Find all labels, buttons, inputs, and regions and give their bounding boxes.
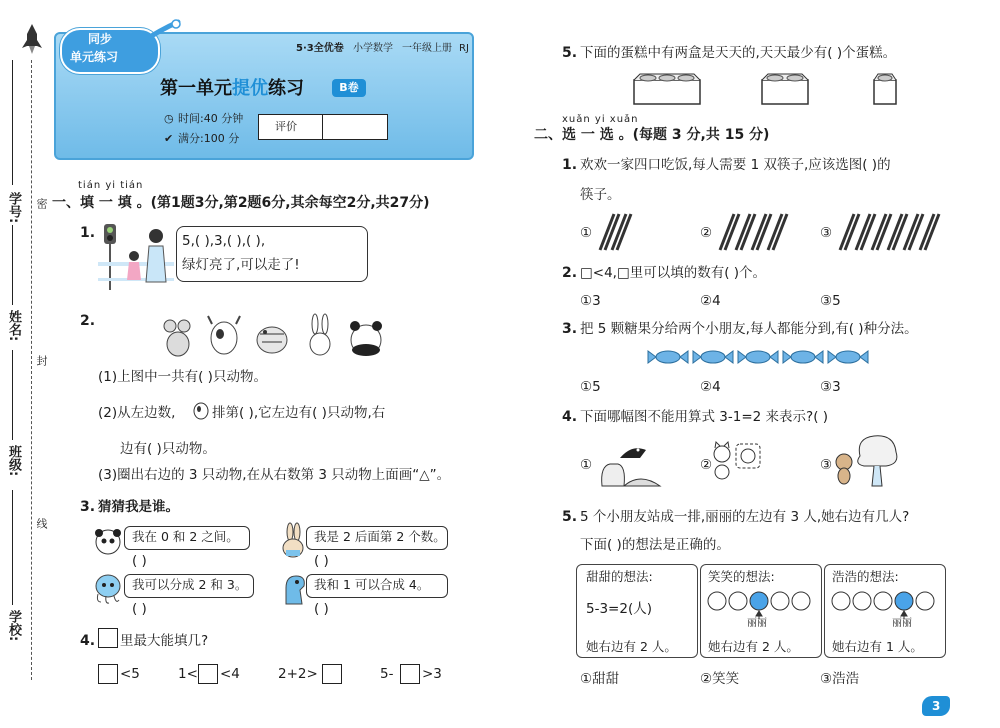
q3-answer-3[interactable]: ( )	[132, 601, 147, 617]
panda-small-icon	[94, 528, 122, 556]
eval-input[interactable]	[324, 115, 386, 139]
t3-title: 浩浩的想法:	[832, 569, 899, 584]
student-no-field[interactable]	[12, 60, 14, 185]
s5-number: 5.	[562, 509, 578, 525]
mouse-icon	[164, 320, 190, 356]
school-field[interactable]	[12, 490, 14, 605]
q4-expr-1: <5	[120, 666, 140, 682]
student-no-label: 学号:	[6, 192, 21, 224]
clock-icon: ◷	[164, 112, 174, 125]
q4-expr-2a: 1<	[178, 666, 198, 682]
s3-option-3[interactable]: ③3	[820, 379, 841, 395]
t3-label: 丽丽	[892, 618, 912, 629]
seal-mark: 封	[35, 355, 48, 366]
cake-box-3-icon	[632, 72, 702, 106]
s3-number: 3.	[562, 321, 578, 337]
dinosaur-icon	[280, 572, 308, 606]
q2-part2-rest[interactable]: 排第( ),它左边有( )只动物,右	[212, 405, 386, 421]
cake-box-1-icon	[872, 72, 898, 106]
cake-box-2-icon	[760, 72, 810, 106]
q4-box-4[interactable]	[400, 664, 420, 684]
s2-option-1[interactable]: ①3	[580, 293, 601, 309]
section2-pinyin: xuǎn yi xuǎn	[562, 114, 639, 125]
chopsticks-4pair-icon	[716, 212, 792, 252]
q1-sequence[interactable]: 5,( ),3,( ),( ),	[182, 233, 266, 249]
q4-box-1[interactable]	[98, 664, 118, 684]
title-highlight: 提优	[232, 78, 268, 99]
q1-speech: 绿灯亮了,可以走了!	[182, 257, 300, 273]
q4-number: 4.	[80, 633, 96, 649]
s1-number: 1.	[562, 157, 578, 173]
traffic-scene-illustration	[96, 222, 176, 294]
cats-illustration	[712, 440, 764, 480]
t2-title: 笑笑的想法:	[708, 569, 775, 584]
q4-box-3[interactable]	[322, 664, 342, 684]
s4-option-3[interactable]: ③	[820, 457, 833, 473]
s2-option-2[interactable]: ②4	[700, 293, 721, 309]
s4-option-1[interactable]: ①	[580, 457, 593, 473]
series-name: 5·3全优卷	[296, 43, 344, 54]
subject-name: 小学数学	[353, 43, 393, 54]
q2-part3: (3)圈出右边的 3 只动物,在从右数第 3 只动物上面画“△”。	[98, 467, 451, 483]
s1-line2: 筷子。	[580, 187, 621, 203]
t3-circles	[830, 590, 942, 612]
binding-line	[31, 60, 33, 680]
q3-clue-1: 我在 0 和 2 之间。	[132, 529, 239, 544]
q3-number: 3.	[80, 499, 96, 515]
s3-option-2[interactable]: ②4	[700, 379, 721, 395]
q4-expr-4b: >3	[422, 666, 442, 682]
q3-title: 猜猜我是谁。	[98, 499, 179, 515]
edition-name: RJ	[459, 43, 469, 54]
s5-line2[interactable]: 下面( )的想法是正确的。	[580, 537, 730, 553]
volume-badge: B卷	[332, 79, 366, 97]
check-icon: ✔	[164, 132, 174, 145]
q2-part2-start: (2)从左边数,	[98, 405, 176, 421]
section1-pinyin: tián yi tián	[78, 180, 144, 191]
rabbit-icon	[310, 314, 330, 355]
cut-mark: 密	[35, 198, 48, 209]
q3-answer-4[interactable]: ( )	[314, 601, 329, 617]
t1-equation: 5-3=2(人)	[586, 601, 652, 617]
class-label: 班级:	[6, 445, 21, 477]
page-number: 3	[932, 699, 941, 713]
panda-icon	[350, 321, 382, 356]
s1-option-2[interactable]: ②	[700, 225, 713, 241]
s1-option-3[interactable]: ③	[820, 225, 833, 241]
t2-circles	[706, 590, 818, 612]
title-suffix: 练习	[268, 78, 304, 99]
t2-label: 丽丽	[747, 618, 767, 629]
section2-title: 二、选 一 选 。(每题 3 分,共 15 分)	[534, 127, 770, 143]
section1-title: 一、填 一 填 。(第1题3分,第2题6分,其余每空2分,共27分)	[52, 195, 430, 211]
q4-title-box	[98, 628, 118, 648]
q2-part2-end[interactable]: 边有( )只动物。	[120, 441, 216, 457]
s4-text[interactable]: 下面哪幅图不能用算式 3-1=2 来表示?( )	[580, 409, 829, 425]
q4-expr-4a: 5-	[380, 666, 394, 682]
cow-icon	[208, 316, 240, 354]
s4-option-2[interactable]: ②	[700, 457, 713, 473]
s1-line1[interactable]: 欢欢一家四口吃饭,每人需要 1 双筷子,应该选图( )的	[580, 157, 891, 173]
badge-line1: 同步	[88, 32, 113, 46]
name-label: 姓名:	[6, 310, 21, 342]
s5-option-1[interactable]: ①甜甜	[580, 671, 620, 687]
q4-box-2[interactable]	[198, 664, 218, 684]
s5-option-3[interactable]: ③浩浩	[820, 671, 860, 687]
rocket-badge-icon	[140, 20, 180, 46]
chopsticks-2pair-icon	[596, 212, 636, 252]
rocket-icon	[22, 24, 42, 54]
class-field[interactable]	[12, 350, 14, 440]
t2-answer: 她右边有 2 人。	[708, 639, 799, 654]
q4-title: 里最大能填几?	[120, 633, 209, 649]
octopus-icon	[94, 574, 122, 604]
rabbit-small-icon	[280, 522, 306, 558]
eval-divider	[322, 114, 323, 140]
time-label: 时间:40 分钟	[178, 112, 244, 125]
monkey-tree-illustration	[834, 432, 900, 488]
t1-title: 甜甜的想法:	[586, 569, 653, 584]
t3-answer: 她右边有 1 人。	[832, 639, 923, 654]
s3-text[interactable]: 把 5 颗糖果分给两个小朋友,每人都能分到,有( )种分法。	[580, 321, 918, 337]
candies-illustration	[648, 346, 868, 368]
r-q5-text[interactable]: 下面的蛋糕中有两盒是天天的,天天最少有( )个蛋糕。	[580, 45, 897, 61]
s3-option-1[interactable]: ①5	[580, 379, 601, 395]
badge-line2: 单元练习	[70, 50, 119, 64]
q4-expr-2b: <4	[220, 666, 240, 682]
s1-option-1[interactable]: ①	[580, 225, 593, 241]
s2-number: 2.	[562, 265, 578, 281]
crow-pitcher-illustration	[594, 436, 662, 490]
animals-row-illustration	[160, 312, 400, 360]
score-label: 满分:100 分	[178, 132, 240, 145]
q2-part1[interactable]: (1)上图中一共有( )只动物。	[98, 369, 267, 385]
school-label: 学校:	[6, 610, 21, 642]
line-mark: 线	[35, 518, 48, 529]
name-field[interactable]	[12, 225, 14, 305]
s2-option-3[interactable]: ③5	[820, 293, 841, 309]
chopsticks-6pair-icon	[836, 212, 946, 252]
q3-clue-2: 我是 2 后面第 2 个数。	[314, 529, 446, 544]
s2-text[interactable]: □<4,□里可以填的数有( )个。	[580, 265, 767, 281]
grade-name: 一年级上册	[402, 43, 452, 54]
title-prefix: 第一单元	[160, 78, 232, 99]
s5-line1: 5 个小朋友站成一排,丽丽的左边有 3 人,她右边有几人?	[580, 509, 910, 525]
tiger-icon	[257, 327, 287, 353]
q2-number: 2.	[80, 313, 96, 329]
q4-expr-3: 2+2>	[278, 666, 318, 682]
q3-answer-2[interactable]: ( )	[314, 553, 329, 569]
q3-clue-4: 我和 1 可以合成 4。	[314, 577, 430, 592]
q1-number: 1.	[80, 225, 96, 241]
eval-label: 评价	[275, 120, 297, 133]
s4-number: 4.	[562, 409, 578, 425]
t1-answer: 她右边有 2 人。	[586, 639, 677, 654]
q3-clue-3: 我可以分成 2 和 3。	[132, 577, 248, 592]
s5-option-2[interactable]: ②笑笑	[700, 671, 740, 687]
q3-answer-1[interactable]: ( )	[132, 553, 147, 569]
cow-small-icon	[192, 400, 210, 420]
r-q5-number: 5.	[562, 45, 578, 61]
